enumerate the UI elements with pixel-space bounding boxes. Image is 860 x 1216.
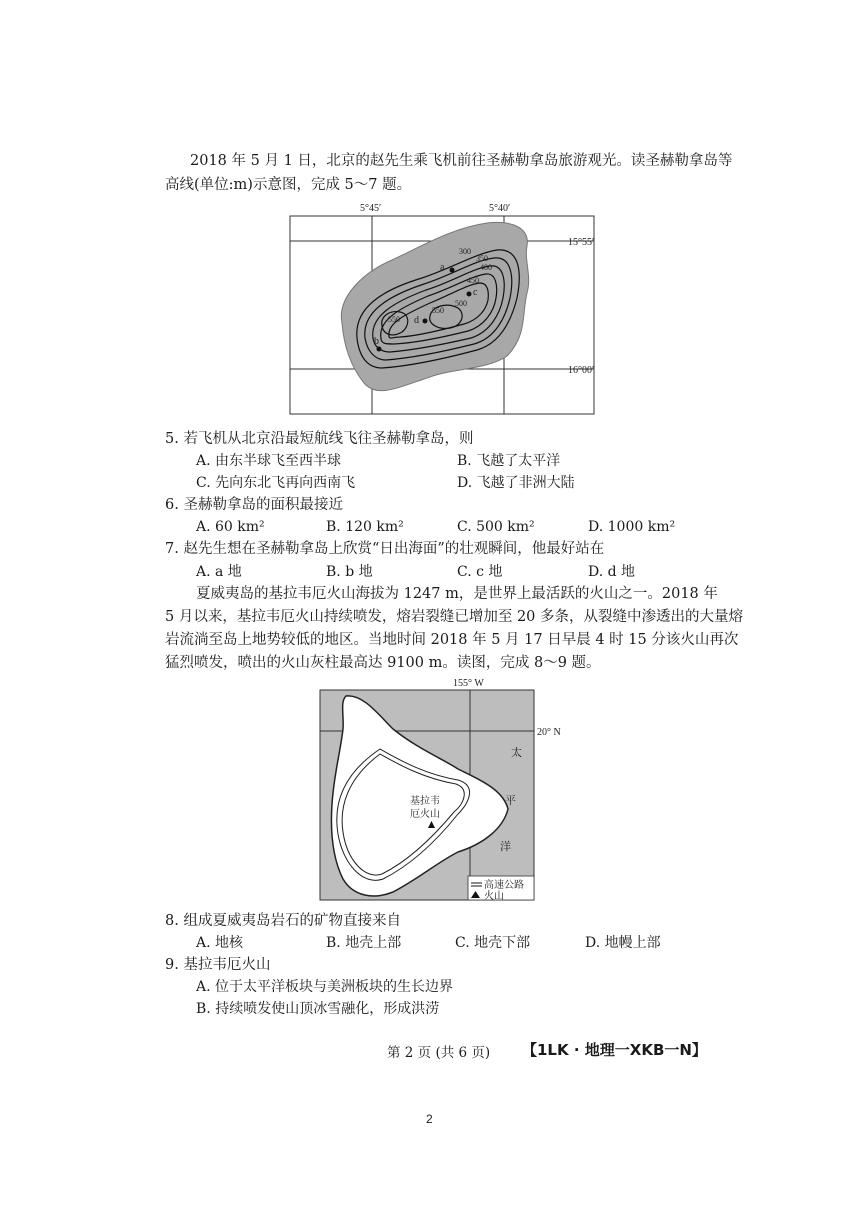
legend-highway-label: 高速公路 (484, 880, 524, 891)
q7-stem: 7. 赵先生想在圣赫勒拿岛上欣赏“日出海面”的壮观瞬间，他最好站在 (165, 541, 605, 557)
st-helena-contour-map (282, 198, 622, 423)
q9-option-b: B. 持续喷发使山顶冰雪融化，形成洪涝 (196, 1001, 440, 1017)
q7-option-a: A. a 地 (196, 564, 242, 580)
footer-page-info: 第 2 页 (共 6 页) (387, 1045, 491, 1061)
q9-option-a: A. 位于太平洋板块与美洲板块的生长边界 (196, 979, 454, 995)
ocean-char-3: 洋 (500, 841, 511, 853)
intro-2-line-2: 5 月以来，基拉韦厄火山持续喷发，熔岩裂缝已增加至 20 多条，从裂缝中渗透出的大量熔 (165, 609, 743, 625)
legend-volcano-label: 火山 (484, 891, 504, 902)
contour-label-5: 500 (455, 299, 467, 308)
q7-option-d: D. d 地 (588, 564, 636, 580)
lat-bottom-label: 16°00′ (568, 365, 595, 376)
point-a-label: a (440, 262, 445, 273)
q5-stem: 5. 若飞机从北京沿最短航线飞往圣赫勒拿岛，则 (165, 431, 474, 447)
intro-2-line-3: 岩流淌至岛上地势较低的地区。当地时间 2018 年 5 月 17 日早晨 4 时 15 分该火山再次 (165, 632, 739, 648)
q8-option-b: B. 地壳上部 (326, 935, 402, 951)
contour-label-7: 550 (388, 315, 400, 324)
contour-label-2: 350 (476, 254, 488, 263)
q5-option-b: B. 飞越了太平洋 (457, 453, 561, 469)
q6-option-b: B. 120 km² (326, 519, 404, 535)
q5-option-d: D. 飞越了非洲大陆 (457, 475, 575, 491)
lat-20n-label: 20° N (537, 727, 561, 738)
contour-label-6: 550 (432, 306, 444, 315)
footer-exam-code: 【1LK · 地理一XKB一N】 (522, 1041, 707, 1059)
q5-option-c: C. 先向东北飞再向西南飞 (196, 475, 356, 491)
contour-label-1: 300 (459, 247, 471, 256)
q5-option-a: A. 由东半球飞至西半球 (196, 453, 342, 469)
point-d-label: d (414, 315, 419, 326)
q7-option-c: C. c 地 (457, 564, 503, 580)
lon-155w-label: 155° W (453, 678, 484, 689)
q6-option-a: A. 60 km² (196, 519, 265, 535)
q8-option-a: A. 地核 (196, 935, 244, 951)
ocean-char-1: 太 (511, 747, 522, 759)
ocean-char-2: 平 (505, 795, 516, 807)
lat-top-label: 15°55′ (568, 237, 595, 248)
intro-2-line-4: 猛烈喷发，喷出的火山灰柱最高达 9100 m。读图，完成 8～9 题。 (165, 655, 601, 671)
intro-1-line-2: 高线(单位:m)示意图，完成 5～7 题。 (165, 177, 412, 193)
page-number: 2 (426, 1112, 433, 1126)
lon-left-label: 5°45′ (360, 203, 382, 214)
hawaii-island-map (318, 674, 576, 904)
intro-2-line-1: 夏威夷岛的基拉韦厄火山海拔为 1247 m，是世界上最活跃的火山之一。2018 年 (196, 586, 718, 602)
q8-stem: 8. 组成夏威夷岛岩石的矿物直接来自 (165, 913, 401, 929)
q8-option-d: D. 地幔上部 (585, 935, 661, 951)
q9-stem: 9. 基拉韦厄火山 (165, 957, 271, 973)
q6-option-d: D. 1000 km² (588, 519, 676, 535)
contour-label-3: 400 (480, 263, 492, 272)
q8-option-c: C. 地壳下部 (455, 935, 531, 951)
point-c-label: c (473, 287, 478, 298)
volcano-label-line-1: 基拉韦 (410, 796, 440, 807)
q7-option-b: B. b 地 (326, 564, 373, 580)
point-b-label: b (374, 336, 379, 347)
volcano-label-line-2: 厄火山 (410, 809, 440, 820)
lon-right-label: 5°40′ (489, 203, 511, 214)
q6-option-c: C. 500 km² (457, 519, 535, 535)
q6-stem: 6. 圣赫勒拿岛的面积最接近 (165, 497, 343, 513)
contour-label-4: 450 (467, 276, 479, 285)
intro-1-line-1: 2018 年 5 月 1 日，北京的赵先生乘飞机前往圣赫勒拿岛旅游观光。读圣赫勒拿岛等 (190, 153, 733, 169)
